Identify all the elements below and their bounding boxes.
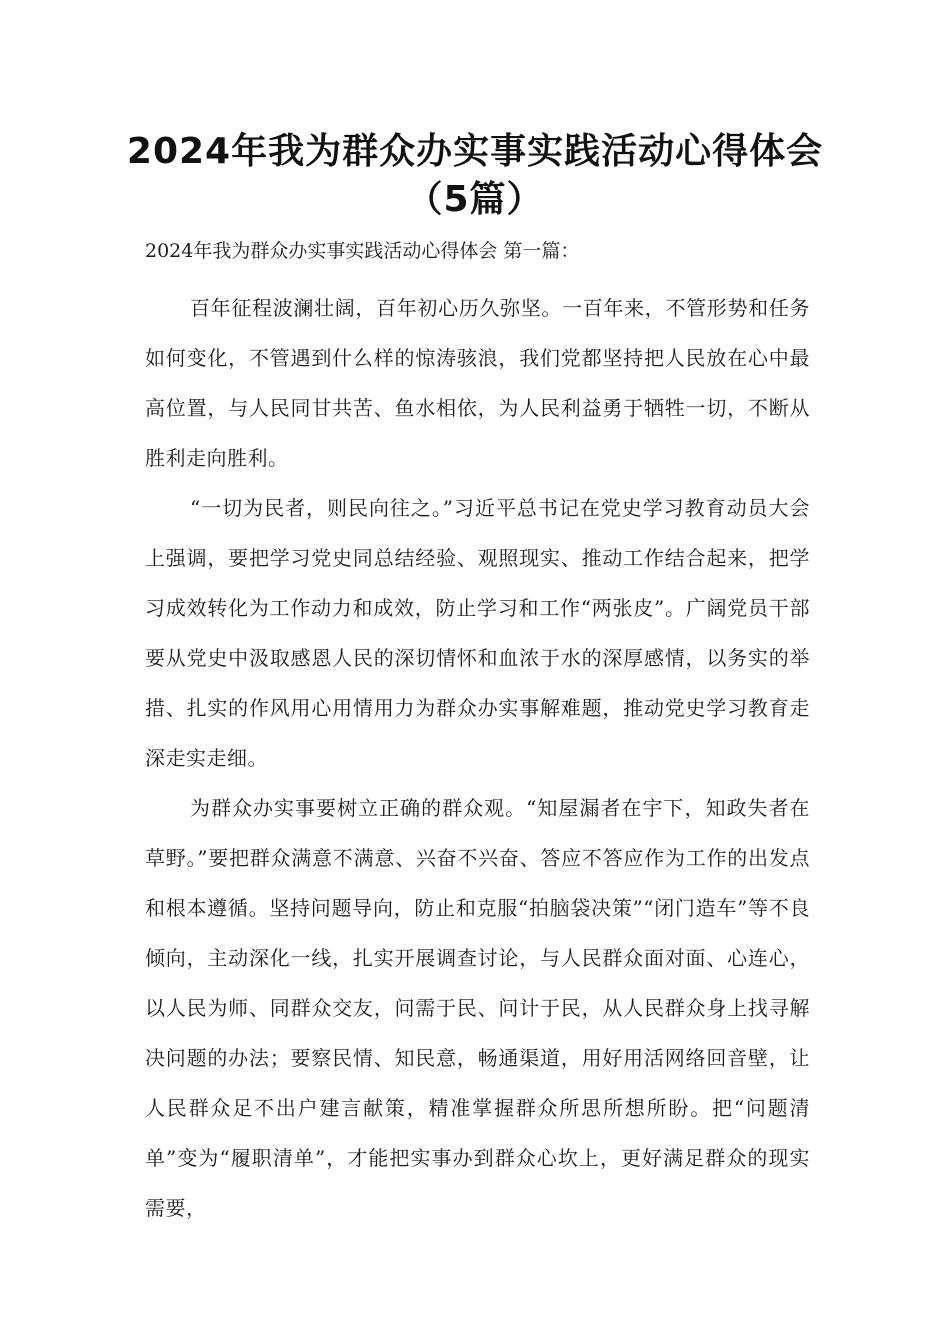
section-heading: 2024年我为群众办实事实践活动心得体会 第一篇：	[145, 240, 580, 262]
paragraph-3: 为群众办实事要树立正确的群众观。“知屋漏者在宇下，知政失者在草野。”要把群众满意不满意、兴奋不兴奋、答应不答应作为工作的出发点和根本遵循。坚持问题导向，防止和克服“拍脑袋决策”“闭门造车”等不良倾向，主动深化一线，扎实开展调查讨论，与人民群众面对面、心连心，以人民为师、同群众交友，问需于民、问计于民，从人民群众身上找寻解决问题的办法；要察民情、知民意，畅通渠道，用好用活网络回音壁，让人民群众足不出户建言献策，精准掌握群众所思所想所盼。把“问题清单”变为“履职清单”，才能把实事办到群众心坎上，更好满足群众的现实需要，	[145, 796, 810, 1220]
document-title: 2024年我为群众办实事实践活动心得体会（5篇）	[126, 131, 824, 220]
paragraph-1: 百年征程波澜壮阔，百年初心历久弥坚。一百年来，不管形势和任务如何变化，不管遇到什么样的惊涛骇浪，我们党都坚持把人民放在心中最高位置，与人民同甘共苦、鱼水相依，为人民利益勇于牺牲一切，不断从胜利走向胜利。	[145, 296, 810, 470]
document-body	[145, 237, 810, 1233]
paragraph-2: “一切为民者，则民向往之。”习近平总书记在党史学习教育动员大会上强调，要把学习党史同总结经验、观照现实、推动工作结合起来，把学习成效转化为工作动力和成效，防止学习和工作“两张皮”。广阔党员干部要从党史中汲取感恩人民的深切情怀和血浓于水的深厚感情，以务实的举措、扎实的作风用心用情用力为群众办实事解难题，推动党史学习教育走深走实走细。	[145, 496, 810, 770]
